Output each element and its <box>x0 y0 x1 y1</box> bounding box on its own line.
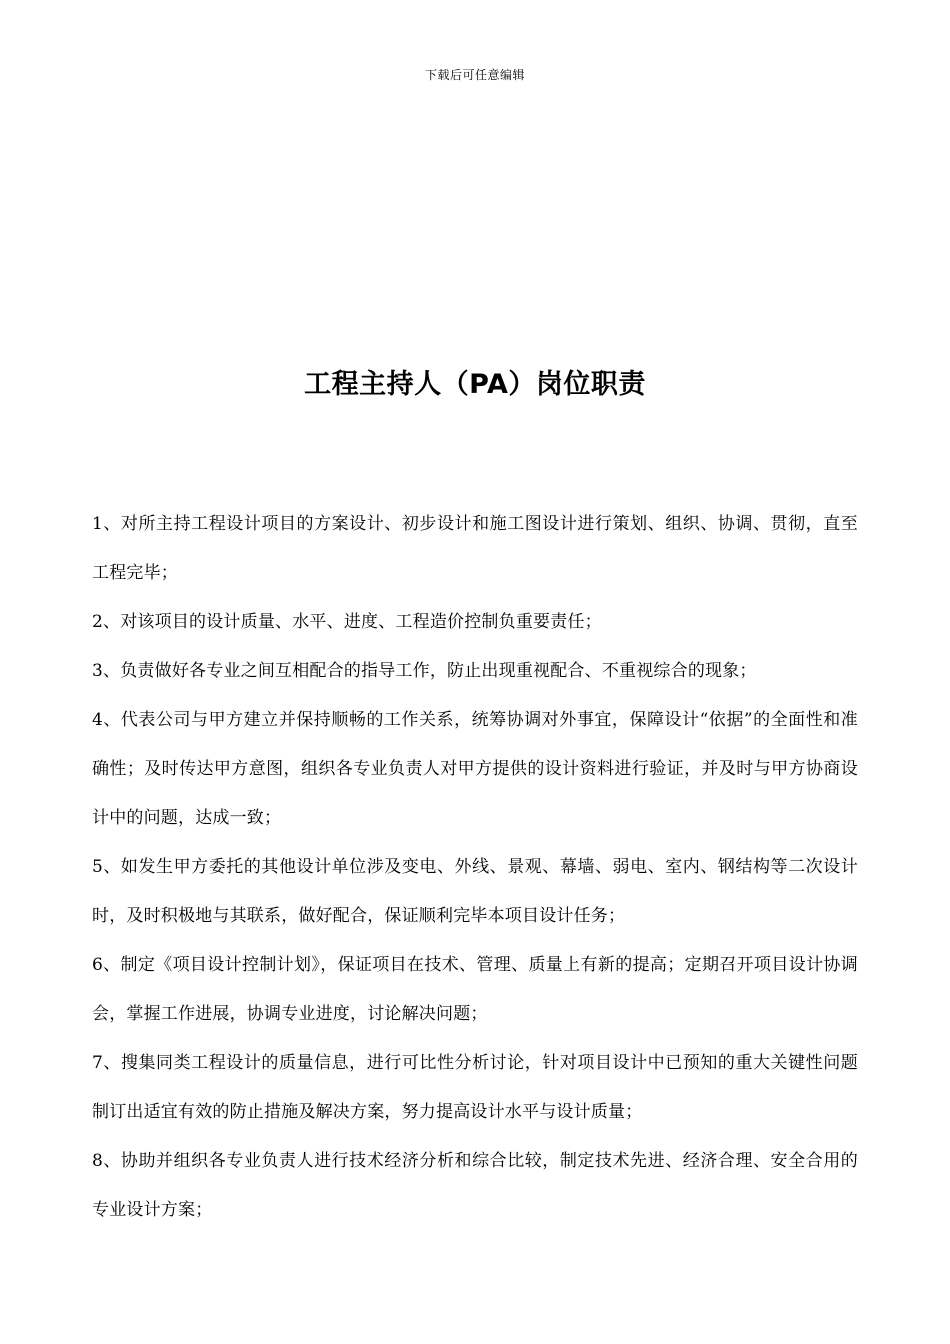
duty-item-3: 3、负责做好各专业之间互相配合的指导工作，防止出现重视配合、不重视综合的现象； <box>92 661 757 681</box>
duty-item-8: 8、协助并组织各专业负责人进行技术经济分析和综合比较，制定技术先进、经济合理、安全合用的专业设计方案； <box>92 1151 858 1220</box>
duty-item-6: 6、制定《项目设计控制计划》，保证项目在技术、管理、质量上有新的提高；定期召开项目设计协调会，掌握工作进展，协调专业进度，讨论解决问题； <box>92 955 858 1024</box>
duty-item-5: 5、如发生甲方委托的其他设计单位涉及变电、外线、景观、幕墙、弱电、室内、钢结构等二次设计时，及时积极地与其联系，做好配合，保证顺利完毕本项目设计任务； <box>92 857 858 926</box>
header-note: 下载后可任意编辑 <box>424 68 525 82</box>
duty-item-2: 2、对该项目的设计质量、水平、进度、工程造价控制负重要责任； <box>92 612 602 632</box>
duty-item-7: 7、搜集同类工程设计的质量信息，进行可比性分析讨论，针对项目设计中已预知的重大关键性问题制订出适宜有效的防止措施及解决方案，努力提高设计水平与设计质量； <box>92 1053 858 1122</box>
duty-item-4: 4、代表公司与甲方建立并保持顺畅的工作关系，统筹协调对外事宜，保障设计“依据”的全面性和准确性；及时传达甲方意图，组织各专业负责人对甲方提供的设计资料进行验证，并及时与甲方协商设计中的问题，达成一致； <box>92 710 858 828</box>
duties-list <box>92 500 858 1235</box>
document-title: 工程主持人（PA）岗位职责 <box>304 369 646 400</box>
duty-item-1: 1、对所主持工程设计项目的方案设计、初步设计和施工图设计进行策划、组织、协调、贯彻，直至工程完毕； <box>92 514 858 583</box>
